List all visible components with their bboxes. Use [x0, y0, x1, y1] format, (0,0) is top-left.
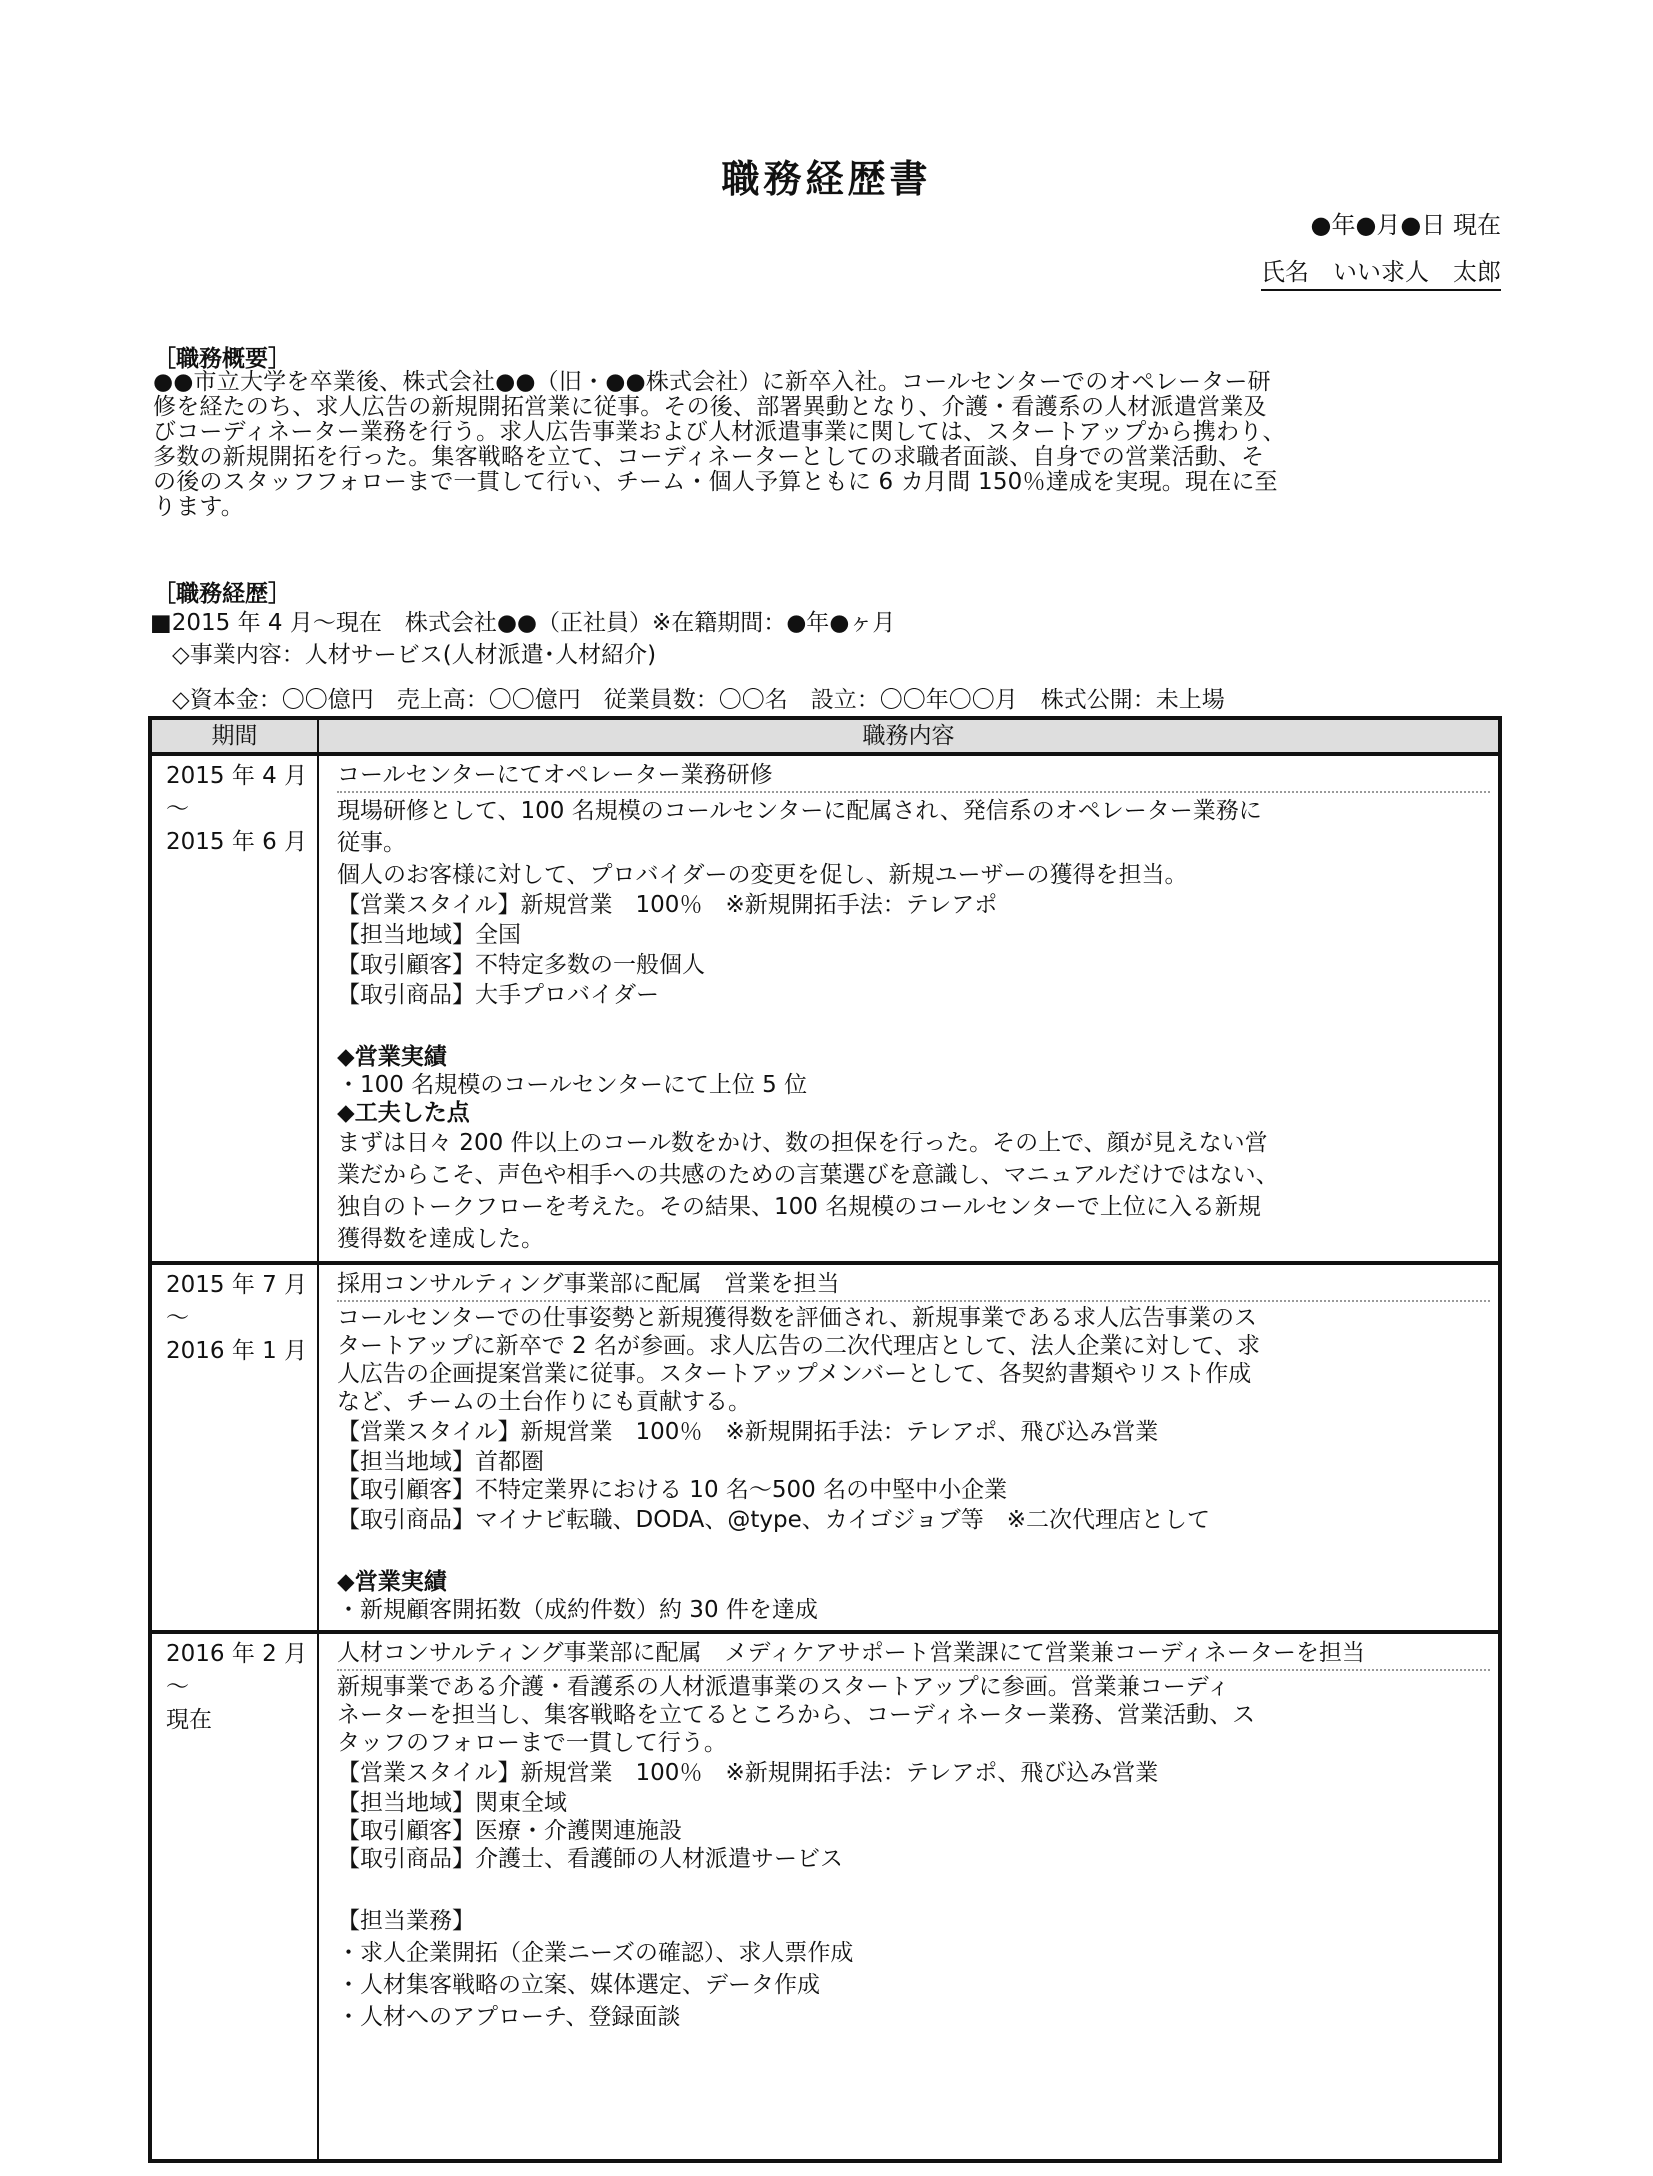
detail-line: 【取引顧客】不特定業界における 10 名～500 名の中堅中小企業 — [337, 1477, 1008, 1503]
achievement-heading: ◆営業実績 — [337, 1569, 447, 1595]
period-cell — [150, 754, 318, 1263]
ingenuity-heading: ◆工夫した点 — [337, 1100, 470, 1126]
ingenuity-line: 独自のトークフローを考えた。その結果、100 名規模のコールセンターで上位に入る新規 — [337, 1194, 1261, 1220]
table-header-row — [150, 718, 1500, 754]
period-end: 2015 年 6 月 — [166, 829, 308, 855]
description-line: タートアップに新卒で 2 名が参画。求人広告の二次代理店として、法人企業に対して、求 — [337, 1333, 1261, 1359]
spacer — [337, 1536, 1490, 1568]
detail-line: 【営業スタイル】新規営業 100％ ※新規開拓手法：テレアポ、飛び込み営業 — [337, 1760, 1159, 1786]
description-line: 現場研修として、100 名規模のコールセンターに配属され、発信系のオペレーター業務に — [337, 798, 1262, 824]
document-title: 職務経歴書 — [721, 157, 932, 201]
summary-line: 修を経たのち、求人広告の新規開拓営業に従事。その後、部署異動となり、介護・看護系の人材派遣営業及 — [153, 394, 1267, 420]
company-profile: ◇資本金：〇〇億円 売上高：〇〇億円 従業員数：〇〇名 設立：〇〇年〇〇月 株式公開：未上場 — [172, 687, 1225, 713]
detail-line: 【担当地域】関東全域 — [337, 1790, 567, 1816]
spacer — [337, 2033, 1490, 2153]
description-line: タッフのフォローまで一貫して行う。 — [337, 1730, 727, 1756]
table-row — [150, 1632, 1500, 2161]
description-line: など、チームの土台作りにも貢献する。 — [337, 1389, 751, 1415]
description-line: 従事。 — [337, 830, 406, 856]
period-cell — [150, 1263, 318, 1632]
header-period: 期間 — [150, 718, 318, 754]
period-start: 2016 年 2 月 — [166, 1641, 308, 1667]
duty-description — [337, 1673, 1490, 1757]
career-table — [148, 716, 1502, 2163]
detail-line: 【取引顧客】不特定多数の一般個人 — [337, 952, 705, 978]
description-line: 新規事業である介護・看護系の人材派遣事業のスタートアップに参画。営業兼コーディ — [337, 1674, 1230, 1700]
spacer — [337, 1873, 1490, 1905]
duty-description — [337, 795, 1490, 891]
duty-cell — [318, 1632, 1500, 2161]
spacer — [337, 1011, 1490, 1043]
company-line: ■2015 年 4 月～現在 株式会社●●（正社員）※在籍期間：●年●ヶ月 — [150, 610, 896, 636]
description-line: 人広告の企画提案営業に従事。スタートアップメンバーとして、各契約書類やリスト作成 — [337, 1361, 1252, 1387]
career-heading: ［職務経歴］ — [153, 581, 291, 607]
table-row — [150, 754, 1500, 1263]
summary-line: の後のスタッフフォローまで一貫して行い、チーム・個人予算ともに 6 カ月間 150％達成を実現。現在に至 — [153, 469, 1278, 495]
duty-title: 人材コンサルティング事業部に配属 メディケアサポート営業課にて営業兼コーディネーターを担当 — [337, 1638, 1490, 1671]
period-cell — [150, 1632, 318, 2161]
summary-line: 多数の新規開拓を行った。集客戦略を立て、コーディネーターとしての求職者面談、自身での営業活動、そ — [153, 444, 1265, 470]
detail-line: 【担当地域】首都圏 — [337, 1449, 544, 1475]
detail-line: 【営業スタイル】新規営業 100％ ※新規開拓手法：テレアポ、飛び込み営業 — [337, 1419, 1159, 1445]
period-separator: ～ — [166, 796, 189, 822]
description-line: 個人のお客様に対して、プロバイダーの変更を促し、新規ユーザーの獲得を担当。 — [337, 862, 1188, 888]
ingenuity-line: 業だからこそ、声色や相手への共感のための言葉選びを意識し、マニュアルだけではない、 — [337, 1162, 1279, 1188]
period-end: 現在 — [166, 1707, 212, 1733]
detail-line: 【営業スタイル】新規営業 100％ ※新規開拓手法：テレアポ — [337, 892, 998, 918]
duty-title: コールセンターにてオペレーター業務研修 — [337, 760, 1490, 793]
summary-line: ●●市立大学を卒業後、株式会社●●（旧・●●株式会社）に新卒入社。コールセンターでのオペレーター研 — [153, 369, 1271, 395]
detail-line: 【取引商品】介護士、看護師の人材派遣サービス — [337, 1846, 843, 1872]
summary-line: ります。 — [153, 494, 244, 520]
duty-item: ・人材集客戦略の立案、媒体選定、データ作成 — [337, 1972, 820, 1998]
period-separator: ～ — [166, 1674, 189, 1700]
period-end: 2016 年 1 月 — [166, 1338, 308, 1364]
period-separator: ～ — [166, 1305, 189, 1331]
summary-line: びコーディネーター業務を行う。求人広告事業および人材派遣事業に関しては、スタートアップから携わり、 — [153, 419, 1286, 445]
duty-item: ・人材へのアプローチ、登録面談 — [337, 2004, 681, 2030]
header-duties: 職務内容 — [318, 718, 1500, 754]
achievement-item: ・100 名規模のコールセンターにて上位 5 位 — [337, 1072, 808, 1098]
description-line: コールセンターでの仕事姿勢と新規獲得数を評価され、新規事業である求人広告事業のス — [337, 1305, 1257, 1331]
company-business: ◇事業内容：人材サービス(人材派遣･人材紹介) — [172, 642, 657, 668]
ingenuity-line: 獲得数を達成した。 — [337, 1226, 544, 1252]
duty-title: 採用コンサルティング事業部に配属 営業を担当 — [337, 1269, 1490, 1302]
period-start: 2015 年 4 月 — [166, 763, 308, 789]
duty-item: ・求人企業開拓（企業ニーズの確認）、求人票作成 — [337, 1940, 854, 1966]
detail-line: 【取引商品】マイナビ転職、DODA、@type、カイゴジョブ等 ※二次代理店として — [337, 1507, 1210, 1533]
achievement-heading: ◆営業実績 — [337, 1044, 447, 1070]
period-start: 2015 年 7 月 — [166, 1272, 308, 1298]
ingenuity-line: まずは日々 200 件以上のコール数をかけ、数の担保を行った。その上で、顔が見えない営 — [337, 1130, 1268, 1156]
document-date: ●年●月●日 現在 — [1310, 211, 1501, 239]
duty-description — [337, 1304, 1490, 1416]
description-line: ネーターを担当し、集客戦略を立てるところから、コーディネーター業務、営業活動、ス — [337, 1702, 1256, 1728]
table-row — [150, 1263, 1500, 1632]
summary-heading: ［職務概要］ — [153, 346, 291, 372]
duty-cell — [318, 754, 1500, 1263]
duties-heading: 【担当業務】 — [337, 1908, 475, 1934]
ingenuity-text — [337, 1127, 1490, 1255]
applicant-name: 氏名 いい求人 太郎 — [1261, 252, 1501, 291]
summary-text — [153, 370, 1503, 520]
detail-line: 【取引顧客】医療・介護関連施設 — [337, 1818, 682, 1844]
achievement-item: ・新規顧客開拓数（成約件数）約 30 件を達成 — [337, 1597, 818, 1623]
detail-line: 【担当地域】全国 — [337, 922, 521, 948]
duty-cell — [318, 1263, 1500, 1632]
detail-line: 【取引商品】大手プロバイダー — [337, 982, 659, 1008]
